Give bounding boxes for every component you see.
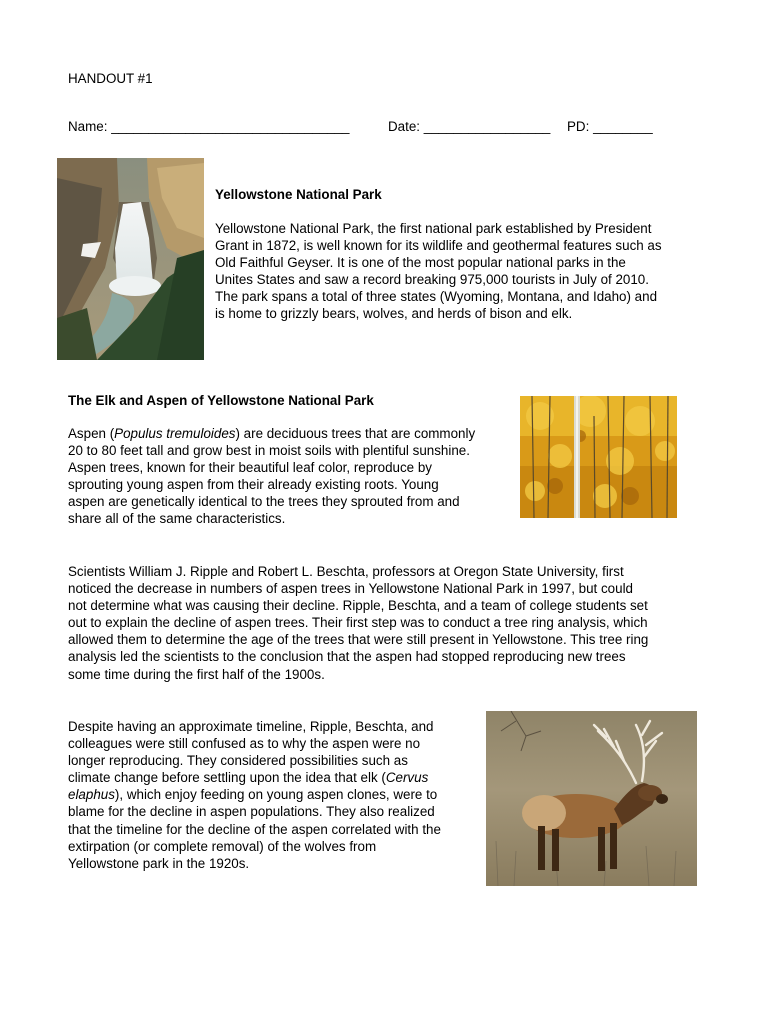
paragraph-line: analysis led the scientists to the conclusion that the aspen had stopped reproducing new trees	[68, 649, 626, 665]
paragraph-line	[68, 786, 441, 803]
paragraph-line: colleagues were still confused as to why the aspen were no	[68, 736, 421, 752]
paragraph-line: not determine what was causing their decline. Ripple, Beschta, and a team of college students set	[68, 598, 648, 614]
name-label: Name:	[68, 119, 108, 134]
pd-line[interactable]	[567, 118, 653, 135]
date-blank[interactable]: _________________	[423, 119, 551, 134]
paragraph-line	[68, 769, 441, 786]
paragraph-line: Aspen trees, known for their beautiful leaf color, reproduce by	[68, 460, 432, 476]
paragraph-line: 20 to 80 feet tall and grow best in moist soils with plentiful sunshine.	[68, 443, 470, 459]
paragraph-line: Old Faithful Geyser. It is one of the most popular national parks in the	[215, 255, 626, 271]
paragraph-line: Unites States and saw a record breaking 975,000 tourists in July of 2010.	[215, 272, 649, 288]
paragraph-line: some time during the first half of the 1900s.	[68, 666, 325, 682]
species-name: elaphus	[68, 787, 115, 803]
section2-title: The Elk and Aspen of Yellowstone National Park	[68, 393, 374, 408]
paragraph-line: Scientists William J. Ripple and Robert L. Beschta, professors at Oregon State University, first	[68, 564, 624, 579]
date-line[interactable]	[388, 118, 550, 135]
waterfall-photo	[57, 158, 204, 360]
paragraph-line: Yellowstone National Park, the first national park established by President	[215, 221, 652, 236]
section1-title: Yellowstone National Park	[215, 187, 382, 202]
section2-paragraph	[68, 425, 475, 528]
paragraph-line: extirpation (or complete removal) of the wolves from	[68, 838, 377, 854]
paragraph-line: Yellowstone park in the 1920s.	[68, 855, 250, 871]
paragraph-line: longer reproducing. They considered possibilities such as	[68, 753, 408, 769]
paragraph-line: noticed the decrease in numbers of aspen trees in Yellowstone National Park in 1997, but could	[68, 581, 634, 597]
text-run: climate change before settling upon the idea that elk (	[68, 770, 386, 786]
text-run: ), which enjoy feeding on young aspen clones, were to	[114, 787, 438, 803]
species-name: Cervus	[385, 770, 429, 786]
paragraph-line: blame for the decline in aspen populations. They also realized	[68, 804, 435, 820]
paragraph-line: Despite having an approximate timeline, Ripple, Beschta, and	[68, 719, 434, 734]
text-run: ) are deciduous trees that are commonly	[235, 426, 476, 441]
name-blank[interactable]: ________________________________	[111, 119, 350, 134]
text-run: Aspen (	[68, 426, 115, 441]
pd-blank[interactable]: ________	[593, 119, 653, 134]
date-label: Date:	[388, 119, 421, 134]
section3-paragraph	[68, 563, 648, 683]
paragraph-line: that the timeline for the decline of the aspen correlated with the	[68, 821, 441, 837]
elk-photo	[486, 711, 697, 886]
paragraph-line	[68, 425, 475, 442]
species-name: Populus tremuloides	[114, 426, 236, 441]
aspen-photo	[520, 396, 677, 518]
section4-paragraph	[68, 718, 441, 872]
paragraph-line: The park spans a total of three states (Wyoming, Montana, and Idaho) and	[215, 289, 658, 305]
paragraph-line: aspen are genetically identical to the trees they sprouted from and	[68, 494, 460, 510]
paragraph-line: sprouting young aspen from their already existing roots. Young	[68, 477, 439, 493]
section1-paragraph	[215, 220, 662, 323]
paragraph-line: is home to grizzly bears, wolves, and herds of bison and elk.	[215, 306, 573, 322]
paragraph-line: Grant in 1872, is well known for its wildlife and geothermal features such as	[215, 238, 662, 254]
handout-title: HANDOUT #1	[68, 71, 153, 86]
paragraph-line: out to explain the decline of aspen trees. Their first step was to conduct a tree ring analysis, which	[68, 615, 648, 631]
paragraph-line: allowed them to determine the age of the trees that were still present in Yellowstone. This tree ring	[68, 632, 649, 648]
pd-label: PD:	[567, 119, 590, 134]
name-line[interactable]	[68, 118, 350, 135]
paragraph-line: share all of the same characteristics.	[68, 511, 286, 527]
